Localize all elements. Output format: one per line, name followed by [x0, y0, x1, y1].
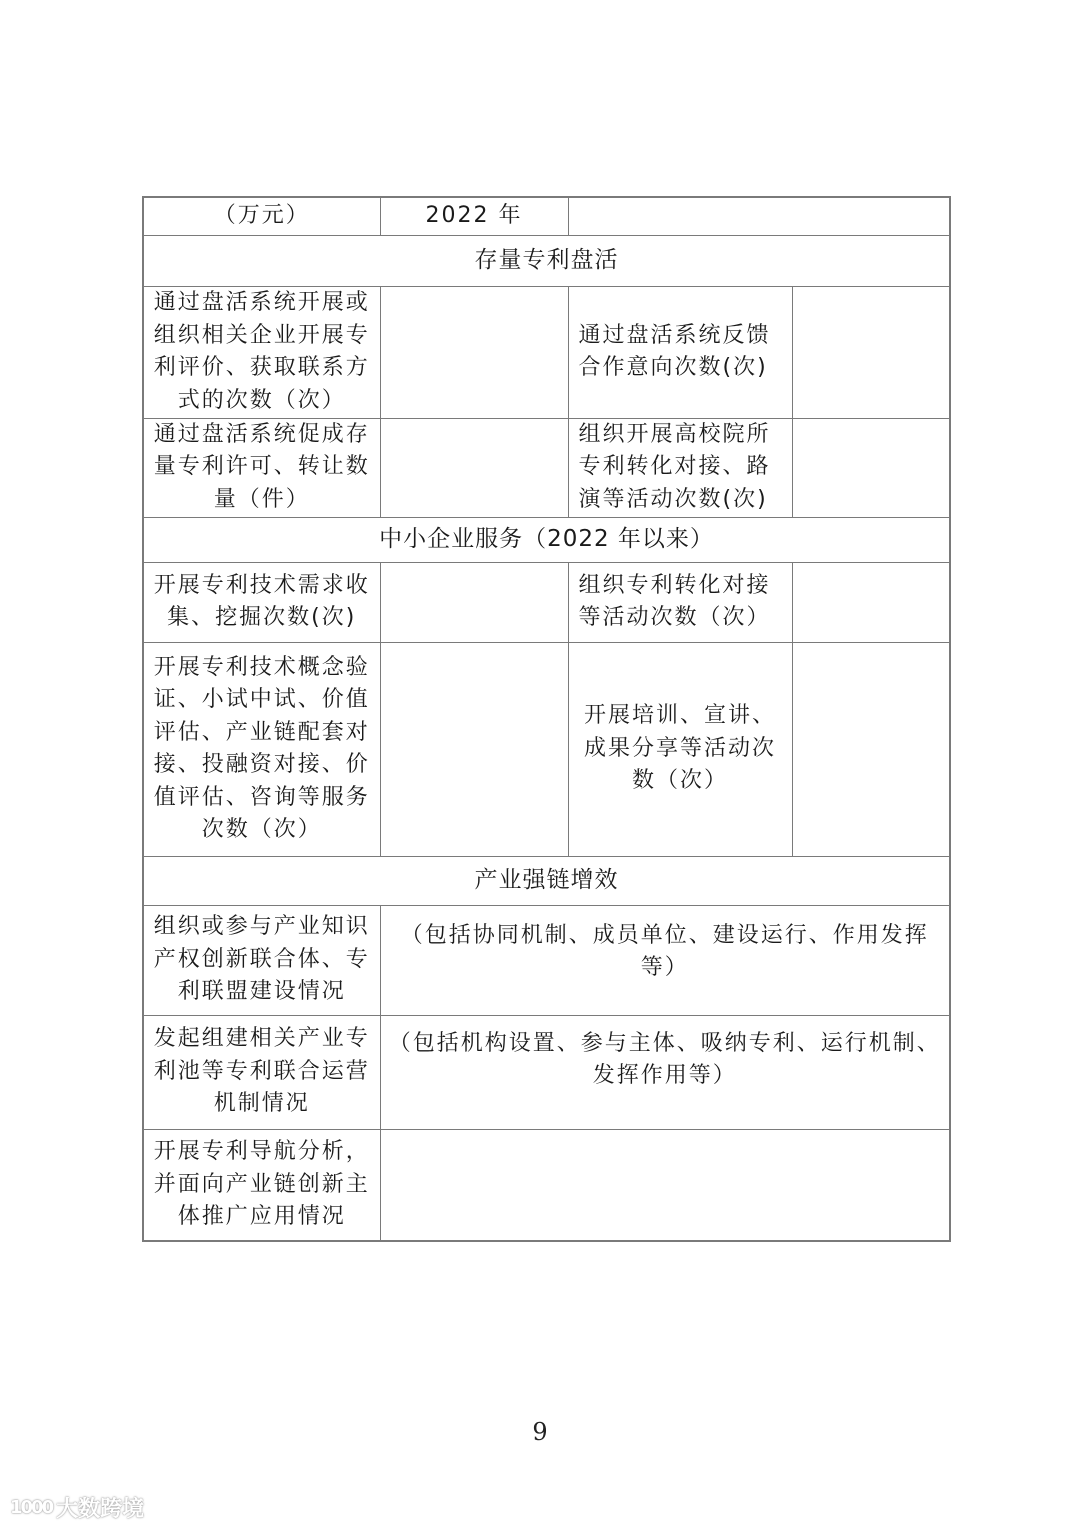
section-header-row — [143, 856, 950, 905]
field-label: 发起组建相关产业专利池等专利联合运营机制情况 — [143, 1015, 380, 1129]
field-label: 开展培训、宣讲、成果分享等活动次数（次） — [568, 642, 792, 856]
table-row — [143, 1015, 950, 1129]
unit-label: （万元） — [143, 197, 380, 235]
section-title: 产业强链增效 — [143, 856, 950, 905]
field-note-cell[interactable] — [380, 1129, 950, 1241]
table-row — [143, 1129, 950, 1241]
field-value-cell[interactable] — [380, 562, 568, 642]
field-label: 开展专利技术概念验证、小试中试、价值评估、产业链配套对接、投融资对接、价值评估、咨询等服务次数（次） — [143, 642, 380, 856]
page-number: 9 — [532, 1418, 548, 1446]
report-form-table — [142, 196, 951, 1242]
field-value-cell[interactable] — [380, 418, 568, 517]
field-value-cell[interactable] — [792, 642, 950, 856]
watermark-logo-icon: 1000 — [10, 1497, 53, 1518]
table-row — [143, 197, 950, 235]
field-value-cell[interactable] — [792, 562, 950, 642]
field-label: 开展专利技术需求收集、挖掘次数(次) — [143, 562, 380, 642]
field-label: 通过盘活系统促成存量专利许可、转让数量（件） — [143, 418, 380, 517]
field-value-cell[interactable] — [792, 418, 950, 517]
table-row — [143, 286, 950, 418]
field-label: 开展专利导航分析，并面向产业链创新主体推广应用情况 — [143, 1129, 380, 1241]
watermark-text: 大数跨境 — [56, 1497, 145, 1522]
section-header-row — [143, 517, 950, 562]
field-label: 组织或参与产业知识产权创新联合体、专利联盟建设情况 — [143, 905, 380, 1015]
field-label: 组织开展高校院所专利转化对接、路演等活动次数(次) — [568, 418, 792, 517]
section-title: 存量专利盘活 — [143, 235, 950, 286]
table-row — [143, 562, 950, 642]
field-label: 通过盘活系统反馈合作意向次数(次) — [568, 286, 792, 418]
field-value-cell[interactable] — [380, 286, 568, 418]
field-label: 通过盘活系统开展或组织相关企业开展专利评价、获取联系方式的次数（次） — [143, 286, 380, 418]
table-row — [143, 905, 950, 1015]
field-note-cell[interactable]: （包括协同机制、成员单位、建设运行、作用发挥等） — [380, 905, 950, 1015]
field-value-cell[interactable] — [380, 642, 568, 856]
field-note-cell[interactable]: （包括机构设置、参与主体、吸纳专利、运行机制、发挥作用等） — [380, 1015, 950, 1129]
section-title: 中小企业服务（2022 年以来） — [143, 517, 950, 562]
field-label: 组织专利转化对接等活动次数（次） — [568, 562, 792, 642]
top-row-value-cell[interactable] — [568, 197, 950, 235]
section-header-row — [143, 235, 950, 286]
table-row — [143, 642, 950, 856]
watermark — [10, 1492, 144, 1523]
field-value-cell[interactable] — [792, 286, 950, 418]
year-label: 2022 年 — [380, 197, 568, 235]
table-row — [143, 418, 950, 517]
